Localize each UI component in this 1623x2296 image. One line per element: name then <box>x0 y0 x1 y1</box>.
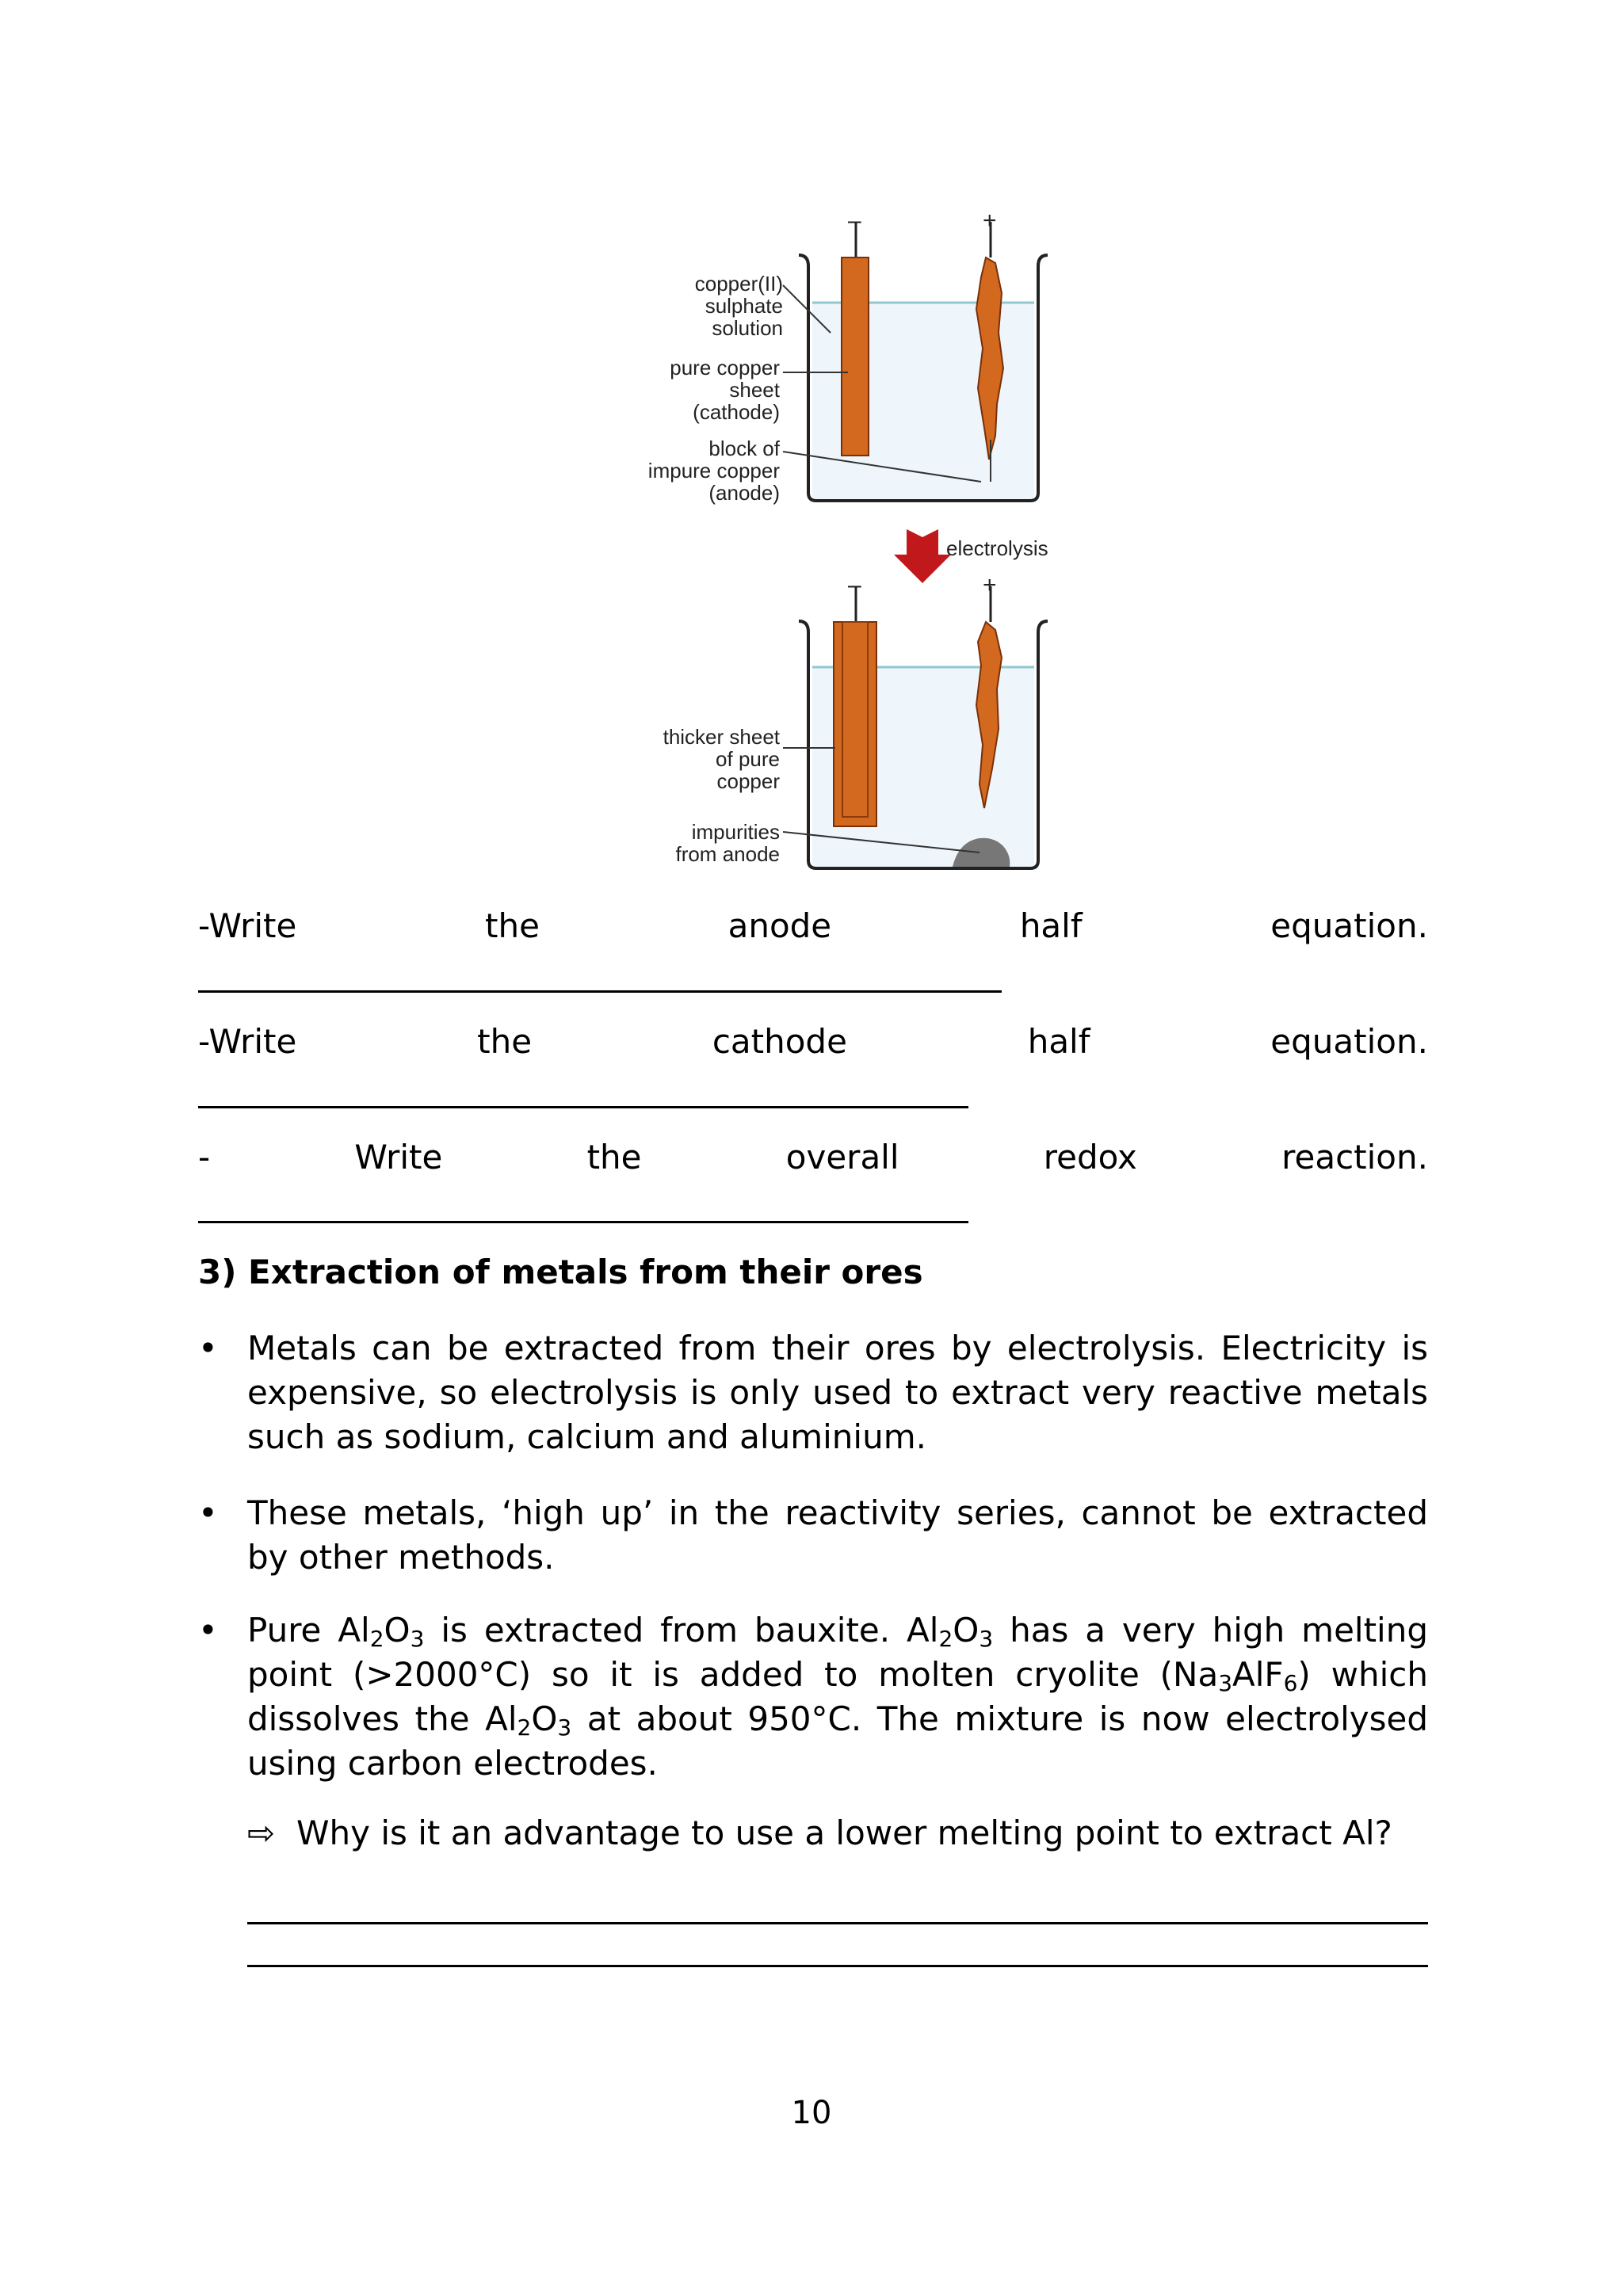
bullet-dot: • <box>198 1611 218 1650</box>
top-minus-sign: – <box>848 208 861 234</box>
top-beaker <box>783 222 1048 501</box>
label-electrolysis: electrolysis <box>946 536 1048 560</box>
bullet-dot: • <box>198 1493 218 1532</box>
label-copper-sulphate-solution: copper(II) sulphate solution <box>694 272 783 340</box>
answer-line-1[interactable] <box>247 1922 1428 1924</box>
answer-line-redox[interactable] <box>198 1221 968 1223</box>
question-lower-melting-point: ⇨ Why is it an advantage to use a lower melting point to extract Al? <box>247 1811 1392 1855</box>
question-overall-redox: - Write the overall redox reaction. <box>198 1138 1428 1177</box>
answer-line-anode[interactable] <box>198 990 1002 993</box>
bottom-beaker <box>783 586 1048 868</box>
bottom-plus-sign: + <box>983 572 997 598</box>
answer-line-2[interactable] <box>247 1965 1428 1967</box>
question-cathode-half-equation: -Write the cathode half equation. <box>198 1022 1428 1061</box>
pure-copper-cathode <box>842 257 869 456</box>
label-impurities: impurities from anode <box>675 820 780 866</box>
answer-line-cathode[interactable] <box>198 1106 968 1108</box>
section-title: 3) Extraction of metals from their ores <box>198 1253 923 1291</box>
page-number: 10 <box>791 2095 832 2131</box>
arrow-right-icon: ⇨ <box>247 1814 276 1852</box>
electrolysis-arrow-icon <box>894 529 951 583</box>
label-impure-copper-anode: block of impure copper (anode) <box>647 437 780 505</box>
bottom-minus-sign: – <box>848 572 861 598</box>
top-plus-sign: + <box>983 208 997 234</box>
document-page: – + copper(II) sulphate solution pure copper sheet (cathode) block of impure copper (anode) electrolysis – + thicker sheet of pure copper impurities from anode -Write the anode half equation. -Write the cathode half equation. - Write the overall redox reaction. 3) Extraction of metals from their ores • Metals can be extracted from their ores by electrolysis. Electricity is expensive, so electrolysis is only used to extract very reactive metals such as sodium, calcium and aluminium. • These metals, ‘high up’ in the reactivity series, cannot be extracted by other methods. • Pure $Al_2O_3$ is extracted from bauxite. $Al_2O_3$ has a very high melting point (>2000°C) so it is added to molten cryolite $(Na_3AlF_6)$ which dissolves the $Al_2O_3$ at about 950°C. The mixture is now electrolysed using carbon electrodes. ⇨ Why is it an advantage to use a lower melting point to extract Al? 10 <box>0 0 1623 2296</box>
label-thicker-sheet: thicker sheet of pure copper <box>663 725 780 793</box>
thicker-pure-copper-cathode <box>834 622 876 826</box>
label-pure-copper-cathode: pure copper sheet (cathode) <box>670 356 780 424</box>
electrolysis-purification-diagram <box>610 198 1070 879</box>
bullet-dot: • <box>198 1329 218 1367</box>
question-anode-half-equation: -Write the anode half equation. <box>198 906 1428 945</box>
